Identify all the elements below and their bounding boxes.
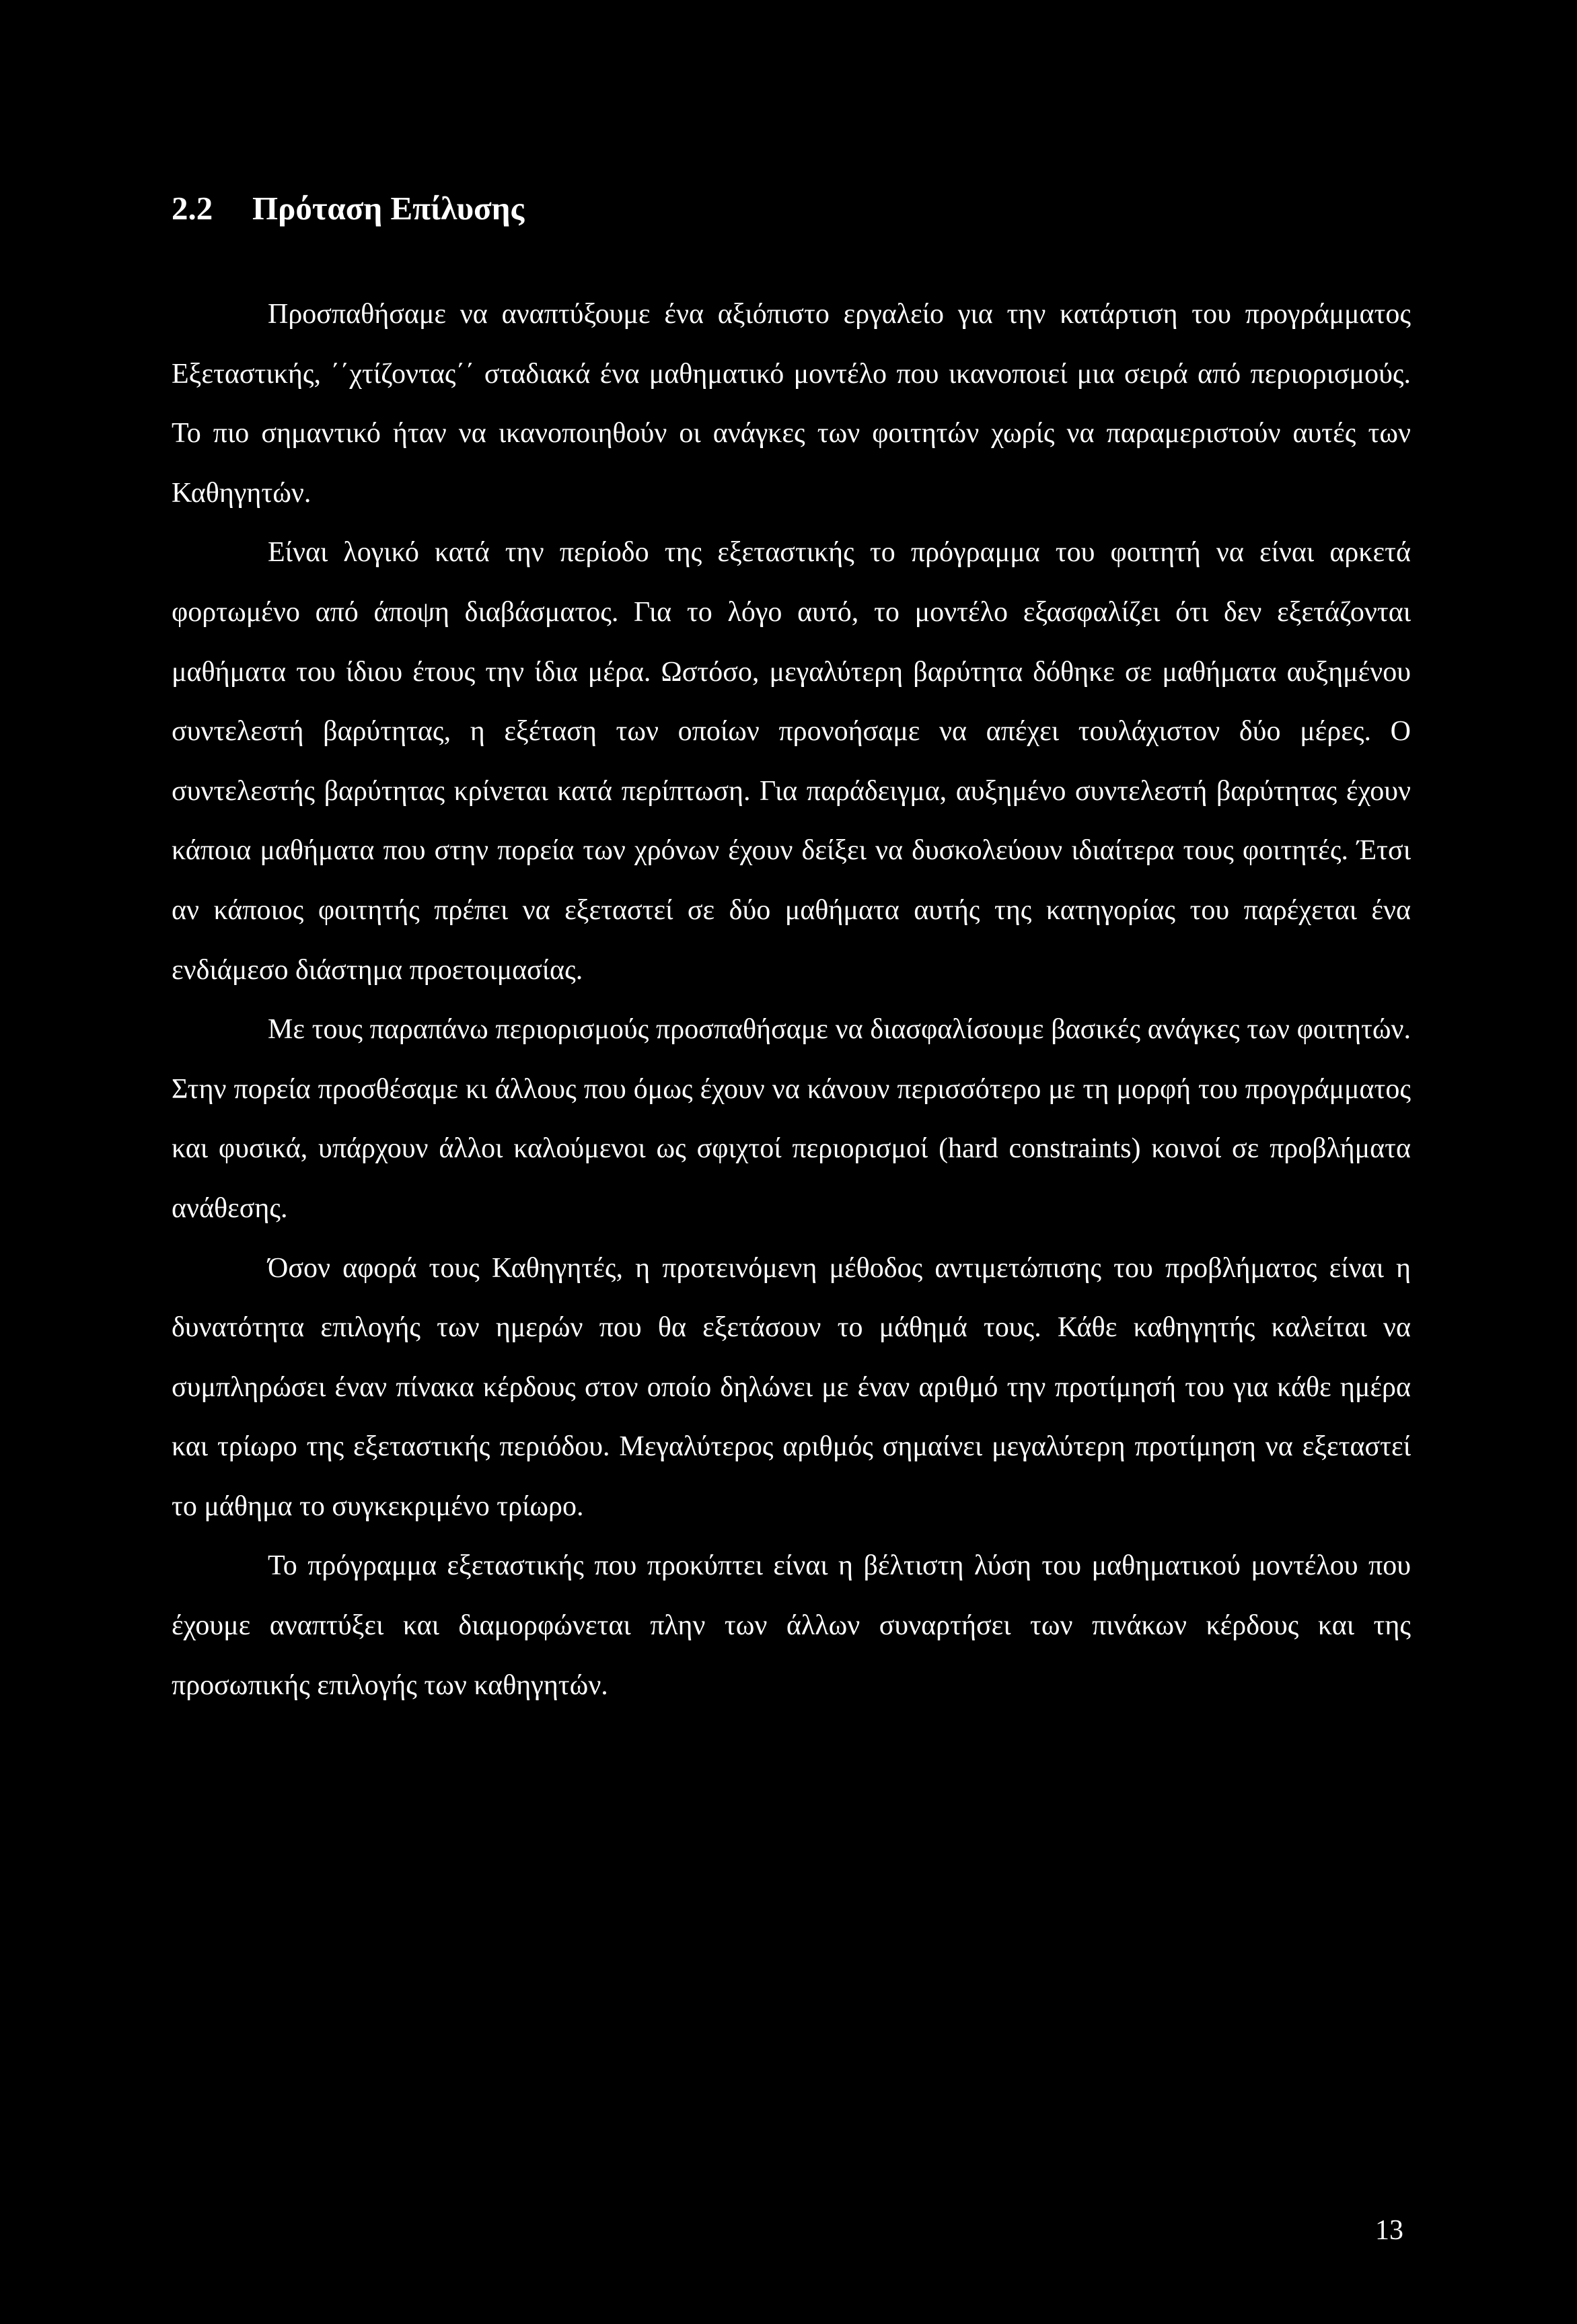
body-text [172, 285, 1411, 1715]
paragraph-5: Το πρόγραμμα εξεταστικής που προκύπτει είναι η βέλτιστη λύση του μαθηματικού μοντέλου που έχουμε αναπτύξει και διαμορφώνεται πλην των άλλων συναρτήσει των πινάκων κέρδους και της προσωπικής επιλογής των καθηγητών. [172, 1550, 1411, 1701]
section-title: Πρόταση Επίλυσης [252, 190, 525, 227]
paragraph-2: Είναι λογικό κατά την περίοδο της εξεταστικής το πρόγραμμα του φοιτητή να είναι αρκετά φορτωμένο από άποψη διαβάσματος. Για το λόγο αυτό, το μοντέλο εξασφαλίζει ότι δεν εξετάζονται μαθήματα του ίδιου έτους την ίδια μέρα. Ωστόσο, μεγαλύτερη βαρύτητα δόθηκε σε μαθήματα αυξημένου συντελεστή βαρύτητας, η εξέταση των οποίων προνοήσαμε να απέχει τουλάχιστον δύο μέρες. Ο συντελεστής βαρύτητας κρίνεται κατά περίπτωση. Για παράδειγμα, αυξημένο συντελεστή βαρύτητας έχουν κάποια μαθήματα που στην πορεία των χρόνων έχουν δείξει να δυσκολεύουν ιδιαίτερα τους φοιτητές. Έτσι αν κάποιος φοιτητής πρέπει να εξεταστεί σε δύο μαθήματα αυτής της κατηγορίας του παρέχεται ένα ενδιάμεσο διάστημα προετοιμασίας. [172, 537, 1411, 986]
section-number: 2.2 [172, 190, 213, 227]
paragraph-1: Προσπαθήσαμε να αναπτύξουμε ένα αξιόπιστο εργαλείο για την κατάρτιση του προγράμματος Εξεταστικής, ΄΄χτίζοντας΄΄ σταδιακά ένα μαθηματικό μοντέλο που ικανοποιεί μια σειρά από περιορισμούς. Το πιο σημαντικό ήταν να ικανοποιηθούν οι ανάγκες των φοιτητών χωρίς να παραμεριστούν αυτές των Καθηγητών. [172, 299, 1411, 509]
paragraph-4: Όσον αφορά τους Καθηγητές, η προτεινόμενη μέθοδος αντιμετώπισης του προβλήματος είναι η δυνατότητα επιλογής των ημερών που θα εξετάσουν το μάθημά τους. Κάθε καθηγητής καλείται να συμπληρώσει έναν πίνακα κέρδους στον οποίο δηλώνει με έναν αριθμό την προτίμησή του για κάθε ημέρα και τρίωρο της εξεταστικής περιόδου. Μεγαλύτερος αριθμός σημαίνει μεγαλύτερη προτίμηση να εξεταστεί το μάθημα το συγκεκριμένο τρίωρο. [172, 1252, 1411, 1522]
section-heading [172, 188, 524, 229]
page-number: 13 [1375, 2215, 1403, 2246]
paragraph-3: Με τους παραπάνω περιορισμούς προσπαθήσαμε να διασφαλίσουμε βασικές ανάγκες των φοιτητών. Στην πορεία προσθέσαμε κι άλλους που όμως έχουν να κάνουν περισσότερο με τη μορφή του προγράμματος και φυσικά, υπάρχουν άλλοι καλούμενοι ως σφιχτοί περιορισμοί (hard constraints) κοινοί σε προβλήματα ανάθεσης. [172, 1014, 1411, 1224]
